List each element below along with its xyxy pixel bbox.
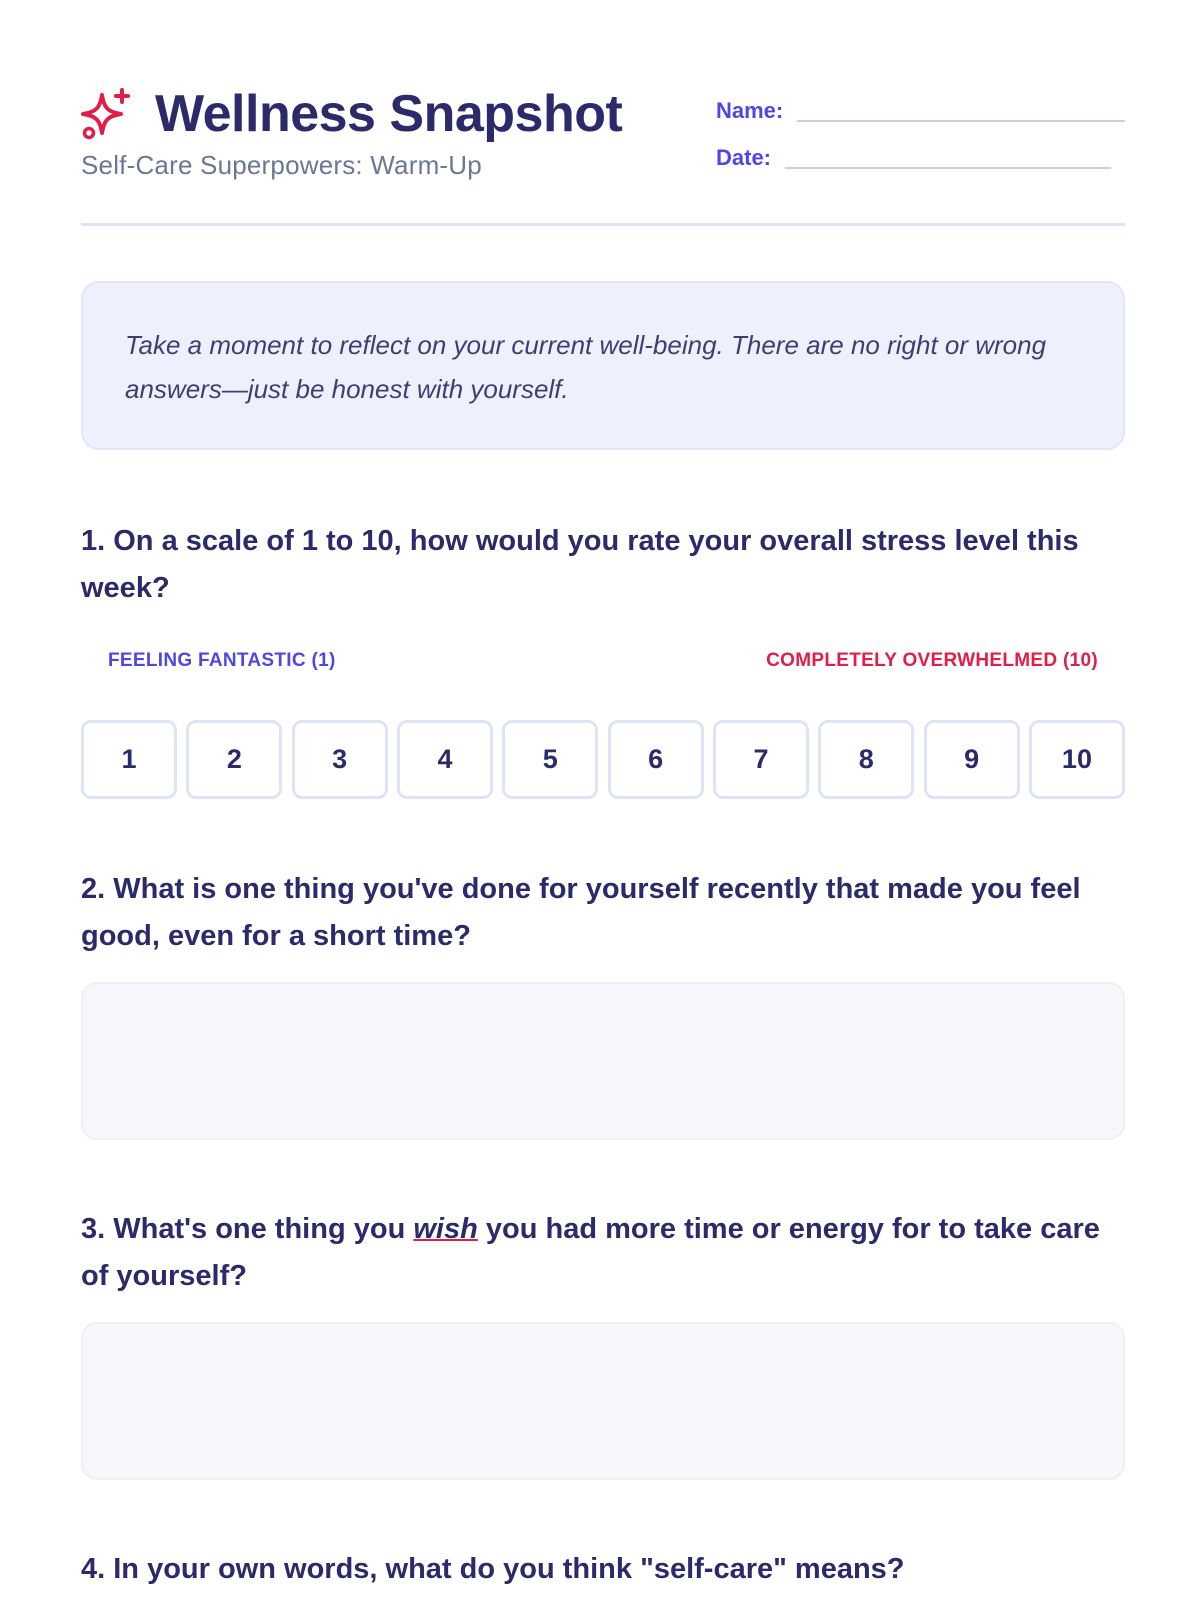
page-title: Wellness Snapshot [155, 85, 623, 143]
scale-labels [81, 650, 1125, 680]
rating-option-4[interactable]: 4 [397, 720, 493, 799]
rating-option-8[interactable]: 8 [818, 720, 914, 799]
intro-box [81, 281, 1125, 450]
intro-text: Take a moment to reflect on your current well-being. There are no right or wrong answers—just be honest with yourself. [125, 330, 1047, 404]
question-3 [81, 1206, 1125, 1300]
rating-scale [81, 720, 1125, 799]
header [81, 80, 1125, 226]
scale-high-label: COMPLETELY OVERWHELMED (10) [766, 650, 1098, 671]
name-field[interactable] [797, 100, 1125, 122]
name-date-fields [716, 92, 1125, 186]
question-3-emphasis: wish [413, 1213, 478, 1245]
worksheet-page [81, 0, 1125, 1600]
page-subtitle: Self-Care Superpowers: Warm-Up [81, 150, 482, 180]
date-field[interactable] [785, 147, 1111, 169]
question-1: 1. On a scale of 1 to 10, how would you rate your overall stress level this week? [81, 525, 1079, 604]
title-row [81, 86, 622, 142]
sparkle-icon [81, 86, 133, 142]
rating-option-10[interactable]: 10 [1029, 720, 1125, 799]
rating-option-3[interactable]: 3 [292, 720, 388, 799]
answer-field-2[interactable] [81, 982, 1125, 1140]
question-3-prefix: 3. What's one thing you [81, 1213, 414, 1245]
question-4: 4. In your own words, what do you think "self-care" means? [81, 1553, 905, 1585]
date-label: Date: [716, 145, 772, 170]
scale-low-label: FEELING FANTASTIC (1) [108, 650, 336, 671]
question-2: 2. What is one thing you've done for yourself recently that made you feel good, even for a short time? [81, 873, 1081, 952]
rating-option-6[interactable]: 6 [608, 720, 704, 799]
rating-option-9[interactable]: 9 [924, 720, 1020, 799]
name-row [716, 92, 1125, 122]
date-row [716, 139, 1125, 169]
rating-option-5[interactable]: 5 [502, 720, 598, 799]
rating-option-7[interactable]: 7 [713, 720, 809, 799]
name-label: Name: [716, 98, 784, 123]
question-3-suffix: you had more time or energy for to take care of yourself? [81, 1213, 1100, 1292]
rating-option-1[interactable]: 1 [81, 720, 177, 799]
rating-option-2[interactable]: 2 [186, 720, 282, 799]
answer-field-3[interactable] [81, 1322, 1125, 1480]
